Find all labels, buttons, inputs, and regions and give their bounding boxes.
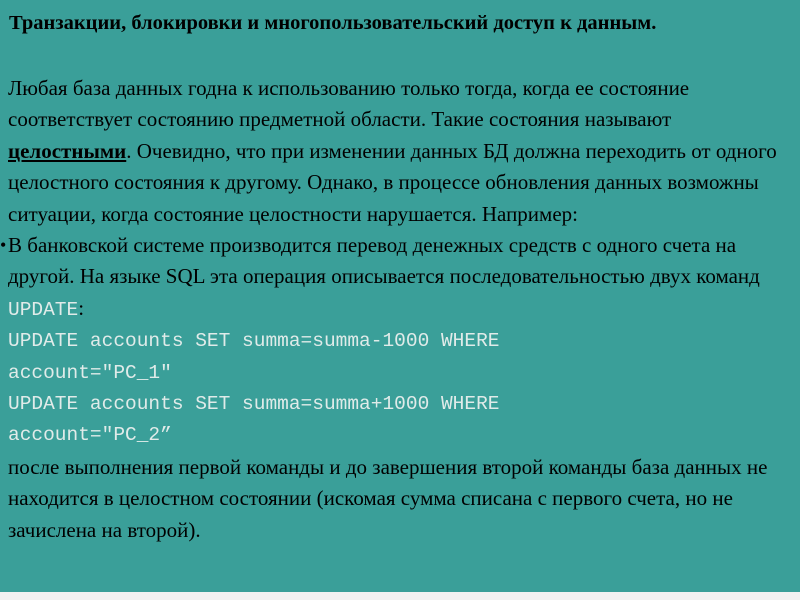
bullet-item — [0, 230, 788, 326]
integrity-term: целостными — [8, 138, 127, 163]
slide-title: Транзакции, блокировки и многопользовательский доступ к данным. — [9, 12, 657, 34]
bullet-icon: • — [0, 235, 7, 256]
intro-text-start: Любая база данных годна к использованию только тогда, когда ее состояние соответствует состоянию предметной области. Такие состояния называют — [8, 76, 690, 132]
conclusion-paragraph: после выполнения первой команды и до завершения второй команды база данных не находится в целостном состоянии (искомая сумма списана с первого счета, но не зачислена на второй). — [8, 454, 768, 542]
intro-text-end: . Очевидно, что при изменении данных БД должна переходить от одного целостного состояния к другому. Однако, в процессе обновления данных возможны ситуации, когда состояние целостности нарушается. Например: — [8, 138, 777, 226]
code-line: UPDATE accounts SET summa=summa-1000 WHERE — [8, 330, 500, 353]
bottom-strip — [0, 592, 800, 600]
intro-paragraph — [8, 73, 788, 230]
code-line: account="PC_2” — [8, 424, 172, 447]
code-line: UPDATE accounts SET summa=summa+1000 WHERE — [8, 393, 500, 416]
update-keyword: UPDATE — [8, 298, 79, 321]
slide-body — [0, 73, 788, 546]
code-line: account="PC_1" — [8, 361, 172, 384]
bullet-colon: : — [78, 295, 85, 320]
bullet-text: В банковской системе производится перевод денежных средств с одного счета на другой. На языке SQL эта операция описывается последовательностью двух команд — [8, 233, 760, 289]
